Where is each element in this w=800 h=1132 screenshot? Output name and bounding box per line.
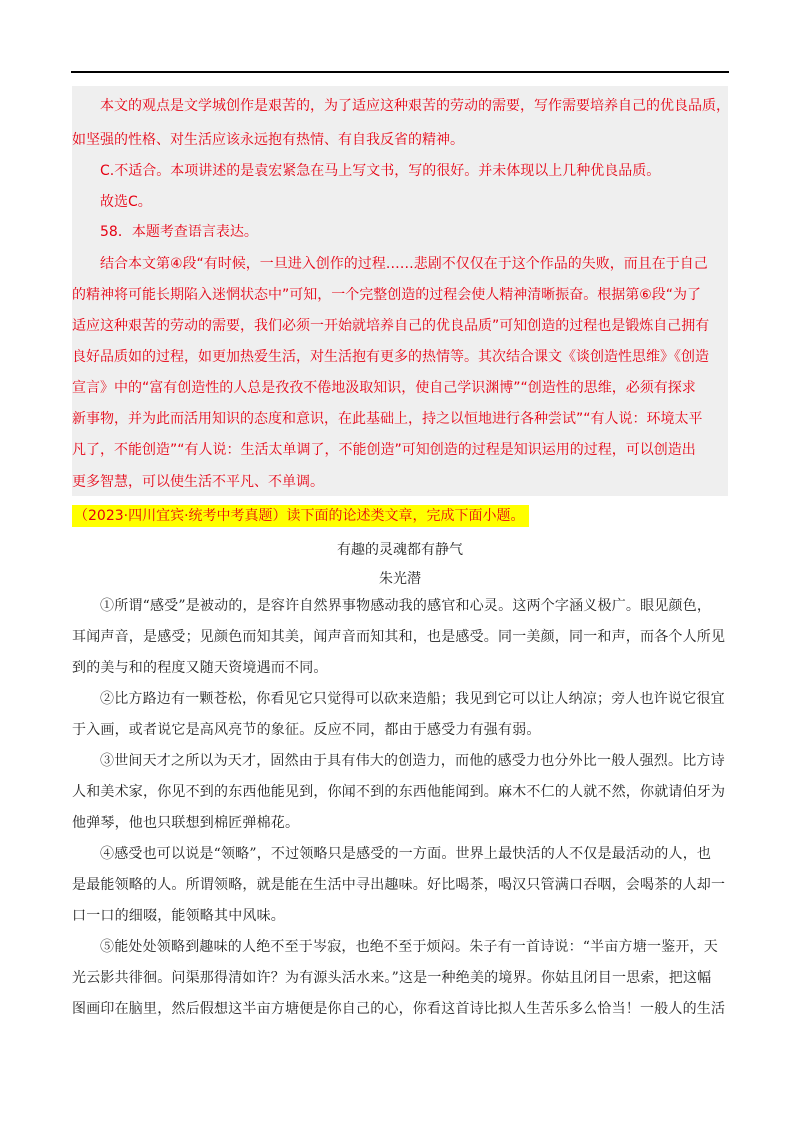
article-author: 朱光潜 bbox=[379, 571, 421, 587]
article-line: ⑤能处处领略到趣味的人绝不至于岑寂，也绝不至于烦闷。朱子有一首诗说：“半亩方塘一鉴开，天 bbox=[100, 939, 718, 955]
answer-line: 故选C。 bbox=[100, 194, 152, 210]
source-label: （2023·四川宜宾·统考中考真题）读下面的论述类文章，完成下面小题。 bbox=[72, 505, 529, 527]
article-line: 他弹琴，他也只联想到棉匠弹棉花。 bbox=[72, 815, 300, 831]
answer-line: C.不适合。本项讲述的是袁宏紧急在马上写文书，写的很好。并未体现以上几种优良品质。 bbox=[100, 163, 661, 179]
answer-line: 凡了，不能创造”“有人说：生活太单调了，不能创造”可知创造的过程是知识运用的过程，可以创造出 bbox=[72, 442, 696, 458]
article-line: ③世间天才之所以为天才，固然由于具有伟大的创造力，而他的感受力也分外比一般人强烈。比方诗 bbox=[100, 753, 725, 769]
article-line: ④感受也可以说是“领略”，不过领略只是感受的一方面。世界上最快活的人不仅是最活动的人，也 bbox=[100, 846, 712, 862]
article-line: ①所谓“感受”是被动的，是容许自然界事物感动我的感官和心灵。这两个字涵义极广。眼见颜色， bbox=[100, 598, 712, 614]
answer-line: 宣言》中的“富有创造性的人总是孜孜不倦地汲取知识，使自己学识渊博”“创造性的思维，必须有探求 bbox=[72, 380, 696, 396]
article-line: 图画印在脑里，然后假想这半亩方塘便是你自己的心，你看这首诗比拟人生苦乐多么恰当！一般人的生活 bbox=[72, 1001, 726, 1017]
article-line: 口一口的细啜，能领略其中风味。 bbox=[72, 908, 285, 924]
article-line: 光云影共徘徊。问渠那得清如许？为有源头活水来。”这是一种绝美的境界。你姑且闭目一思索，把这幅 bbox=[72, 970, 712, 986]
article-title: 有趣的灵魂都有静气 bbox=[337, 542, 463, 558]
answer-line: 本文的观点是文学城创作是艰苦的，为了适应这种艰苦的劳动的需要，写作需要培养自己的优良品质， bbox=[100, 98, 730, 114]
article-line: ②比方路边有一颗苍松，你看见它只觉得可以砍来造船；我见到它可以让人纳凉；旁人也许说它很宜 bbox=[100, 691, 725, 707]
answer-line: 适应这种艰苦的劳动的需要，我们必须一开始就培养自己的优良品质”可知创造的过程也是锻炼自己拥有 bbox=[72, 318, 710, 334]
header-rule bbox=[71, 71, 729, 73]
answer-line: 结合本文第④段“有时候，一旦进入创作的过程……悲剧不仅仅在于这个作品的失败，而且在于自己 bbox=[100, 256, 708, 272]
answer-line: 的精神将可能长期陷入迷惘状态中”可知，一个完整创造的过程会使人精神清晰振奋。根据第⑥段“为了 bbox=[72, 287, 702, 303]
article-line: 于入画，或者说它是高风亮节的象征。反应不同，都由于感受力有强有弱。 bbox=[72, 722, 541, 738]
question-number-line: 58．本题考查语言表达。 bbox=[100, 224, 258, 240]
answer-line: 如坚强的性格、对生活应该永远抱有热情、有自我反省的精神。 bbox=[72, 132, 464, 148]
article-line: 人和美术家，你见不到的东西他能见到，你闻不到的东西他能闻到。麻木不仁的人就不然，你就请伯牙为 bbox=[72, 784, 726, 800]
answer-line: 更多智慧，可以使生活不平凡、不单调。 bbox=[72, 474, 324, 490]
article-line: 是最能领略的人。所谓领略，就是能在生活中寻出趣味。好比喝茶，喝汉只管满口吞咽，会喝茶的人却一 bbox=[72, 877, 726, 893]
answer-line: 良好品质如的过程，如更加热爱生活，对生活抱有更多的热情等。其次结合课文《谈创造性思维》《创造 bbox=[72, 349, 709, 365]
article-line: 到的美与和的程度又随天资境遇而不同。 bbox=[72, 660, 328, 676]
answer-line: 新事物，并为此而活用知识的态度和意识，在此基础上，持之以恒地进行各种尝试”“有人说：环境太平 bbox=[72, 411, 703, 427]
article-line: 耳闻声音，是感受；见颜色而知其美，闻声音而知其和，也是感受。同一美颜，同一和声，而各个人所见 bbox=[72, 629, 726, 645]
